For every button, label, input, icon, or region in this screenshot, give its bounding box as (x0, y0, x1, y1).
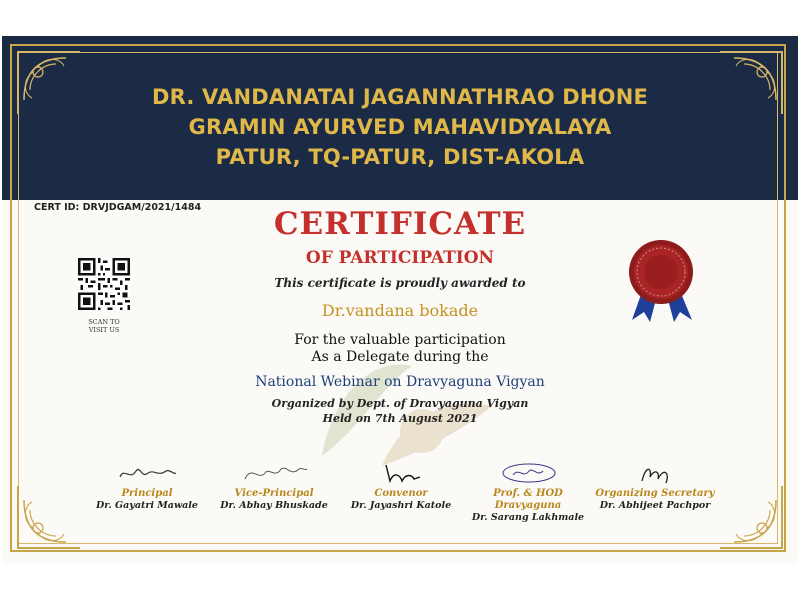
signatory-role: Principal (121, 488, 173, 499)
certificate-title: CERTIFICATE (273, 206, 527, 242)
signatory-vice-principal (209, 461, 339, 512)
signature-icon (239, 461, 309, 485)
organizer-info (2, 396, 798, 426)
signature-icon (112, 461, 182, 485)
signatory-name: Dr. Gayatri Mawale (96, 500, 198, 511)
signatory-name: Dr. Sarang Lakhmale (471, 512, 585, 523)
signatory-role: Organizing Secretary (595, 488, 715, 499)
certificate-subtitle: OF PARTICIPATION (305, 248, 495, 268)
certificate-id: CERT ID: DRVJDGAM/2021/1484 (34, 202, 202, 213)
institution-line-2: GRAMIN AYURVED MAHAVIDYALAYA (188, 115, 612, 139)
signatory-organizing-secretary (590, 461, 720, 512)
signatory-hod (463, 461, 593, 524)
ornament-corner-icon (16, 484, 82, 550)
held-on-date: Held on 7th August 2021 (322, 412, 478, 425)
signatory-name: Dr. Abhay Bhuskade (220, 500, 328, 511)
participation-text (2, 332, 798, 366)
signatory-convenor (336, 461, 466, 512)
institution-line-3: PATUR, TQ-PATUR, DIST-AKOLA (215, 145, 585, 169)
signatory-name: Dr. Abhijeet Pachpor (599, 500, 711, 511)
qr-block (76, 258, 132, 334)
signature-icon (493, 461, 563, 485)
signatory-role: Convenor (374, 488, 428, 499)
signatory-principal (82, 461, 212, 512)
signature-icon (620, 461, 690, 485)
event-name: National Webinar on Dravyaguna Vigyan (255, 374, 545, 390)
certificate (2, 36, 798, 564)
signatory-name: Dr. Jayashri Katole (350, 500, 452, 511)
institution-line-1: DR. VANDANATAI JAGANNATHRAO DHONE (151, 85, 649, 109)
participation-line-1: For the valuable participation (294, 332, 506, 348)
institution-name (2, 82, 798, 172)
signatory-role: Vice-Principal (234, 488, 314, 499)
participation-line-2: As a Delegate during the (311, 349, 489, 365)
wax-seal-icon (616, 236, 702, 322)
signatory-role: Prof. & HOD Dravyaguna (493, 488, 563, 511)
awarded-text: This certificate is proudly awarded to (274, 276, 526, 290)
signature-icon (366, 461, 436, 485)
ornament-corner-icon (718, 484, 784, 550)
qr-caption-line-2: VISIT US (88, 326, 120, 334)
signatories (82, 461, 722, 521)
qr-caption-line-1: SCAN TO (88, 318, 120, 326)
organized-by: Organized by Dept. of Dravyaguna Vigyan (271, 397, 529, 410)
recipient-name: Dr.vandana bokade (321, 301, 479, 320)
